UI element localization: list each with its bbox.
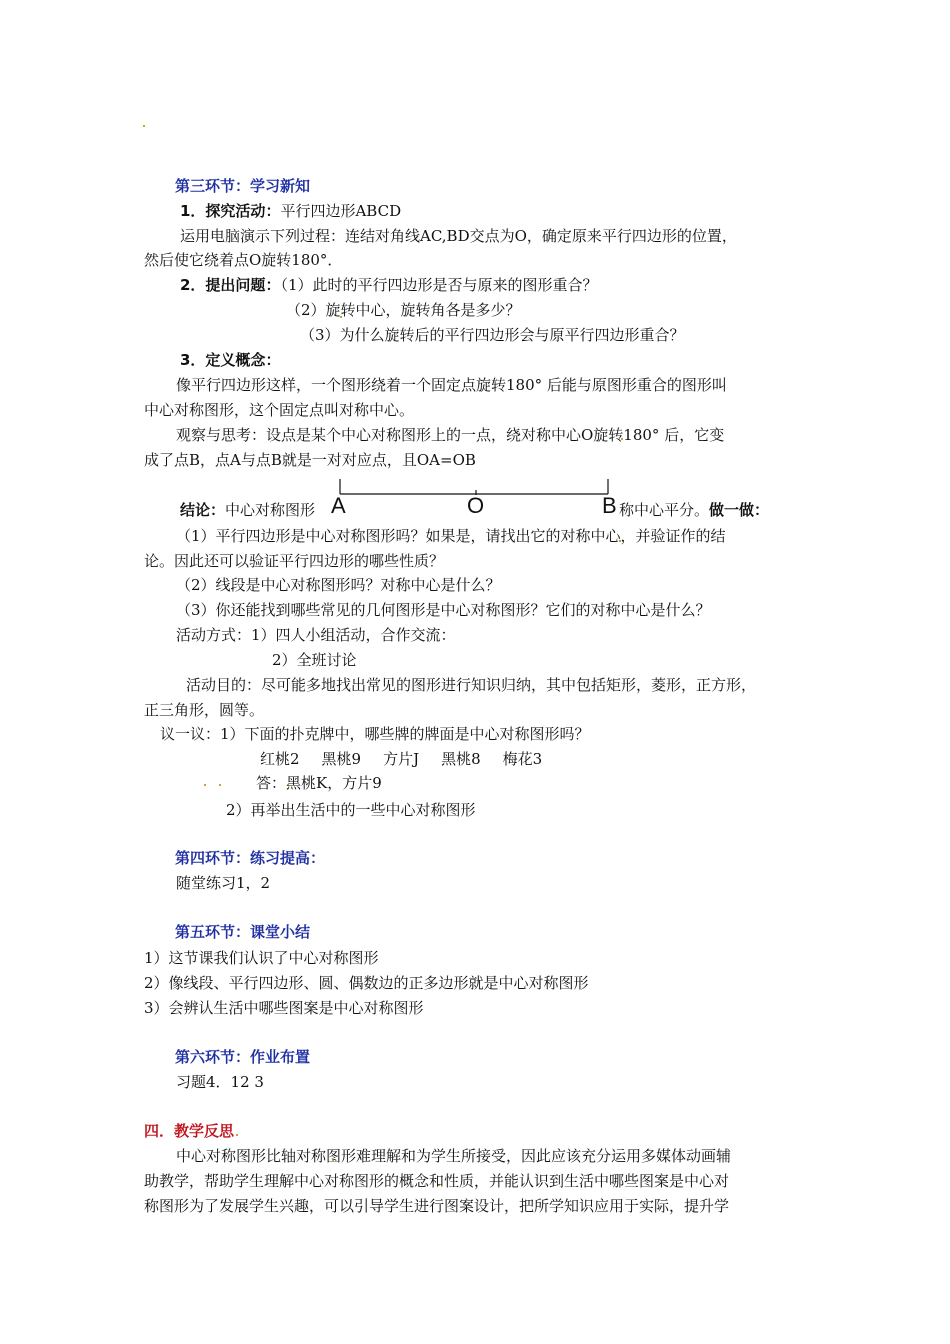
question-1: （1）此时的平行四边形是否与原来的图形重合？	[280, 276, 598, 294]
try-1-line-2: 论。因此还可以验证平行四边形的哪些性质？	[144, 552, 445, 570]
reflection-heading: 四．教学反思	[144, 1122, 235, 1140]
section-5-heading: 第五环节：课堂小结	[175, 923, 311, 941]
ask-label: 2．提出问题：	[180, 276, 281, 294]
card-item: 黑桃8	[441, 750, 481, 768]
reflection-line-2: 助教学，帮助学生理解中心对称图形的概念和性质，并能认识到生活中哪些图案是中心对	[144, 1172, 730, 1190]
section-4-text: 随堂练习1，2	[176, 874, 271, 892]
section-4-heading: 第四环节：练习提高：	[175, 849, 326, 867]
reflection-line-1: 中心对称图形比轴对称图形难理解和为学生所接受，因此应该充分运用多媒体动画辅	[176, 1147, 732, 1165]
ask-line	[180, 275, 598, 295]
scan-mark	[219, 784, 221, 786]
try-3: （3）你还能找到哪些常见的几何图形是中心对称图形？它们的对称中心是什么？	[176, 601, 711, 619]
explore-line	[180, 201, 401, 221]
conclusion-end: 称中心平分。	[619, 501, 710, 519]
conclusion-start: 中心对称图形	[225, 501, 316, 519]
activity-aim-1: 活动目的：尽可能多地找出常见的图形进行知识归纳，其中包括矩形，菱形，正方形，	[186, 676, 757, 694]
explore-text: 平行四边形ABCD	[280, 202, 402, 220]
scan-mark	[143, 125, 145, 127]
section-3-heading: 第三环节：学习新知	[175, 177, 311, 195]
reflection-line-3: 称图形为了发展学生兴趣，可以引导学生进行图案设计，把所学知识应用于实际，提升学	[144, 1197, 730, 1215]
section-6-heading: 第六环节：作业布置	[175, 1048, 311, 1066]
summary-item: 3）会辨认生活中哪些图案是中心对称图形	[144, 999, 424, 1017]
point-o-label: O	[467, 493, 485, 518]
try-1-line-1: （1）平行四边形是中心对称图形吗？如果是，请找出它的对称中心，并验证作的结	[176, 527, 726, 545]
question-3: （3）为什么旋转后的平行四边形会与原平行四边形重合？	[300, 326, 685, 344]
discuss-1: 议一议：1）下面的扑克牌中，哪些牌的牌面是中心对称图形吗？	[160, 725, 590, 743]
question-2: （2）旋转中心，旋转角各是多少？	[286, 301, 521, 319]
conclusion-end-line	[619, 500, 769, 520]
discuss-2: 2）再举出生活中的一些中心对称图形	[226, 801, 476, 819]
point-a-label: A	[331, 493, 346, 518]
try-label: 做一做：	[709, 501, 770, 519]
scan-mark	[236, 1134, 238, 1136]
activity-mode-2: 2）全班讨论	[272, 651, 357, 669]
answer: 答：黑桃K，方片9	[256, 774, 382, 792]
conclusion-line	[180, 500, 315, 520]
observe-line-1: 观察与思考：设点是某个中心对称图形上的一点，绕对称中心O旋转180° 后，它变	[176, 426, 725, 444]
conclusion-label: 结论：	[180, 501, 226, 519]
demo-line-1: 运用电脑演示下列过程：连结对角线AC,BD交点为O，确定原来平行四边形的位置，	[180, 227, 737, 245]
card-item: 黑桃9	[321, 750, 362, 768]
definition-line-2: 中心对称图形，这个固定点叫对称中心。	[144, 401, 415, 419]
define-label: 3．定义概念：	[180, 351, 281, 369]
observe-line-2: 成了点B，点A与点B就是一对对应点，且OA=OB	[144, 451, 476, 469]
summary-item: 1）这节课我们认识了中心对称图形	[144, 949, 379, 967]
card-list	[260, 749, 542, 769]
activity-mode-1: 活动方式：1）四人小组活动，合作交流：	[176, 626, 456, 644]
section-6-text: 习题4．12 3	[176, 1073, 264, 1091]
activity-aim-2: 正三角形，圆等。	[144, 701, 265, 719]
card-item: 红桃2	[260, 750, 300, 768]
card-item: 梅花3	[502, 750, 543, 768]
try-2: （2）线段是中心对称图形吗？对称中心是什么？	[176, 576, 501, 594]
summary-item: 2）像线段、平行四边形、圆、偶数边的正多边形就是中心对称图形	[144, 974, 589, 992]
explore-label: 1．探究活动：	[180, 202, 281, 220]
card-item: 方片J	[383, 750, 420, 768]
definition-line-1: 像平行四边形这样，一个图形绕着一个固定点旋转180° 后能与原图形重合的图形叫	[176, 376, 727, 394]
scan-mark	[204, 784, 206, 786]
demo-line-2: 然后使它绕着点O旋转180°．	[144, 251, 343, 269]
point-b-label: B	[602, 493, 617, 518]
